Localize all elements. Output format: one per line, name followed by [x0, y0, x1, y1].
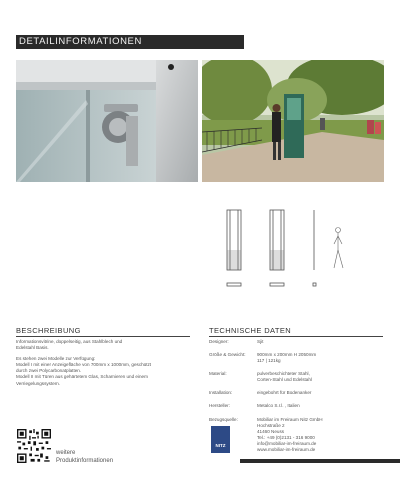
spec-label-installation: Installation: [209, 390, 233, 395]
spec-value-designer: Sjit [257, 339, 264, 344]
beschreibung-line: Informationsvitrine, doppelseitig, aus Stahlblech und [16, 339, 123, 344]
spec-value-bezugsquelle: Mobiliar im Freiraum Nitz GmbH Hochstraße 2 41460 Neuss Tel.: +49 (0)2131 - 316 9000 info@mobiliar-im-freiraum.de www.mobiliar-im-freiraum.de [257, 417, 323, 453]
technical-drawing [16, 200, 384, 300]
spec-label-material: Material: [209, 371, 227, 376]
detail-photo [16, 60, 198, 182]
spec-label-designer: Designer: [209, 339, 229, 344]
beschreibung-line: Es stehen zwei Modelle zur Verfügung: [16, 356, 96, 362]
park-photo [202, 60, 384, 182]
technische-daten-rule [209, 336, 383, 337]
footer-bar [240, 459, 400, 463]
spec-value-material: pulverbeschichteter Stahl, Corten-Stahl und Edelstahl [257, 371, 312, 383]
spec-label-hersteller: Hersteller: [209, 403, 230, 408]
spec-value-size: 900mm x 200mm H 2050mm 117 | 121kg [257, 352, 317, 364]
spec-value-installation: eingebohrt für Bodenanker [257, 390, 312, 395]
qr-caption-line1: weitere [56, 450, 76, 456]
qr-code[interactable] [17, 429, 51, 463]
beschreibung-text [16, 339, 196, 387]
spec-label-size: Größe & Gewicht: [209, 352, 246, 357]
nitz-logo [211, 426, 230, 453]
beschreibung-line: Verriegelungssystem. [16, 380, 60, 386]
beschreibung-title: BESCHREIBUNG [16, 326, 81, 335]
beschreibung-rule [16, 336, 190, 337]
qr-caption [56, 450, 113, 465]
beschreibung-line: Edelstahl Basis. [16, 345, 49, 351]
technische-daten-title: TECHNISCHE DATEN [209, 326, 292, 335]
beschreibung-line: durch zwei Polycarbonatplatten. [16, 368, 82, 374]
spec-value-hersteller: Metalco S.r.l. , Italien [257, 403, 300, 408]
beschreibung-line: Modell II mit Türen aus gehärtetem Glas, Scharnieren und einem [16, 374, 148, 380]
qr-caption-line2: Produktinformationen [56, 457, 114, 464]
spec-label-bezugsquelle: Bezugsquelle: [209, 417, 238, 422]
page-title: DETAILINFORMATIONEN [19, 36, 142, 47]
nitz-logo-text: NITZ [215, 443, 226, 448]
beschreibung-line: Modell I mit einer Anzeigefläche von 700mm x 1000mm, geschützt [16, 362, 152, 368]
